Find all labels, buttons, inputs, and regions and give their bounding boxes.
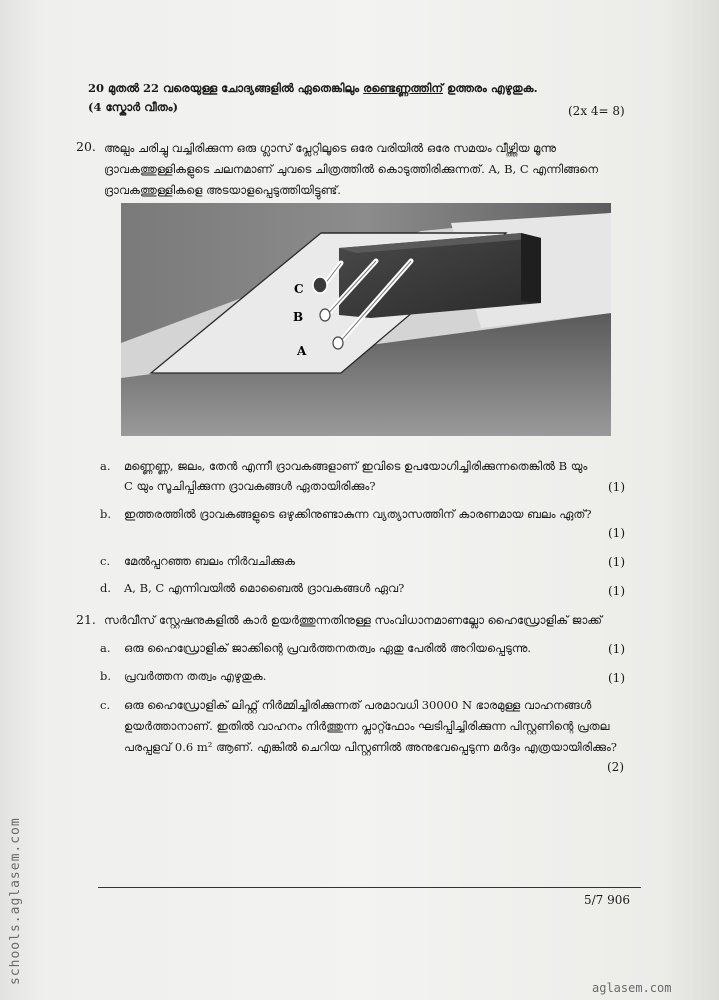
part-label: a. <box>100 641 111 655</box>
part-text: പ്രവർത്തന തത്വം എഴുതുക. <box>124 669 267 683</box>
label-a: A <box>297 344 307 358</box>
part-label: c. <box>100 554 111 568</box>
part-label: b. <box>100 507 112 521</box>
glass-plate-figure <box>121 203 611 436</box>
footer-rule <box>98 887 641 888</box>
instruction-score-note: (4 സ്കോർ വീതം) <box>88 100 179 114</box>
part-text: A, B, C എന്നിവയിൽ മൊബൈൽ ദ്രാവകങ്ങൾ ഏവ? <box>124 581 405 595</box>
question-number: 21. <box>76 612 96 627</box>
footer-watermark: aglasem.com <box>592 981 672 995</box>
part-text: പരപ്പളവ് 0.6 m² ആണ്. എങ്കിൽ ചെറിയ പിസ്റ്റണിൽ അനുഭവപ്പെടുന്ന മർദ്ദം എത്രയായിരിക്കും? <box>124 740 617 754</box>
part-text: ഇത്തരത്തിൽ ദ്രാവകങ്ങളുടെ ഒഴുക്കിനുണ്ടാകുന്ന വ്യത്യാസത്തിന് കാരണമായ ബലം ഏത്? <box>124 507 592 521</box>
section-marks: (2x 4= 8) <box>568 104 625 118</box>
side-watermark: schools.aglasem.com <box>8 817 23 985</box>
part-label: a. <box>100 459 111 473</box>
part-score: (1) <box>608 642 625 656</box>
part-score: (1) <box>608 671 625 685</box>
instruction-line: 20 മുതൽ 22 വരെയുള്ള ചോദ്യങ്ങളിൽ ഏതെങ്കിലും രണ്ടെണ്ണത്തിന് ഉത്തരം എഴുതുക. <box>88 81 538 95</box>
part-score: (2) <box>607 760 624 774</box>
part-label: b. <box>100 669 112 683</box>
drop-a <box>333 337 343 349</box>
part-score: (1) <box>608 584 625 598</box>
part-text: മണ്ണെണ്ണ, ജലം, തേൻ എന്നീ ദ്രാവകങ്ങളാണ് ഇവിടെ ഉപയോഗിച്ചിരിക്കുന്നതെങ്കിൽ B യും <box>124 459 588 473</box>
question-text: ദ്രാവകത്തുള്ളികളുടെ ചലനമാണ് ചുവടെ ചിത്രത്തിൽ കൊടുത്തിരിക്കുന്നത്. A, B, C എന്നിങ്ങനെ <box>104 162 599 176</box>
drop-c <box>313 277 327 293</box>
drop-b <box>320 309 330 321</box>
part-text: ഉയർത്താനാണ്. ഇതിൽ വാഹനം നിർത്തുന്ന പ്ലാറ്റ്ഫോം ഘടിപ്പിച്ചിരിക്കുന്ന പിസ്റ്റണിന്റെ പ്രതല <box>124 719 610 733</box>
part-label: d. <box>100 581 112 595</box>
part-text: ഒരു ഹൈഡ്രോളിക് ലിഫ്റ്റ് നിർമ്മിച്ചിരിക്കുന്നത് പരമാവധി 30000 N ഭാരമുള്ള വാഹനങ്ങൾ <box>124 698 592 712</box>
part-score: (1) <box>608 555 625 569</box>
part-text: മേൽപ്പറഞ്ഞ ബലം നിർവചിക്കുക <box>124 554 295 568</box>
question-text: സർവീസ് സ്റ്റേഷനുകളിൽ കാർ ഉയർത്തുന്നതിനുള്ള സംവിധാനമാണല്ലോ ഹൈഡ്രോളിക് ജാക്ക് <box>104 613 603 627</box>
question-text: ദ്രാവകത്തുള്ളികളെ അടയാളപ്പെടുത്തിയിട്ടുണ്ട്. <box>104 183 341 197</box>
page-code: 5/7 906 <box>584 893 631 907</box>
label-c: C <box>294 282 304 296</box>
label-b: B <box>293 310 304 324</box>
part-label: c. <box>100 698 111 712</box>
part-text: ഒരു ഹൈഡ്രോളിക് ജാക്കിന്റെ പ്രവർത്തനതത്വം ഏതു പേരിൽ അറിയപ്പെടുന്നു. <box>124 641 532 655</box>
question-text: അല്പം ചരിച്ചു വച്ചിരിക്കുന്ന ഒരു ഗ്ലാസ് പ്ലേറ്റിലൂടെ ഒരേ വരിയിൽ ഒരേ സമയം വീഴ്ത്തിയ മൂന്നു <box>104 141 557 155</box>
question-number: 20. <box>76 139 96 154</box>
part-score: (1) <box>608 526 625 540</box>
part-text: C യും സൂചിപ്പിക്കുന്ന ദ്രാവകങ്ങൾ ഏതായിരിക്കും? <box>124 479 376 493</box>
part-score: (1) <box>608 480 625 494</box>
